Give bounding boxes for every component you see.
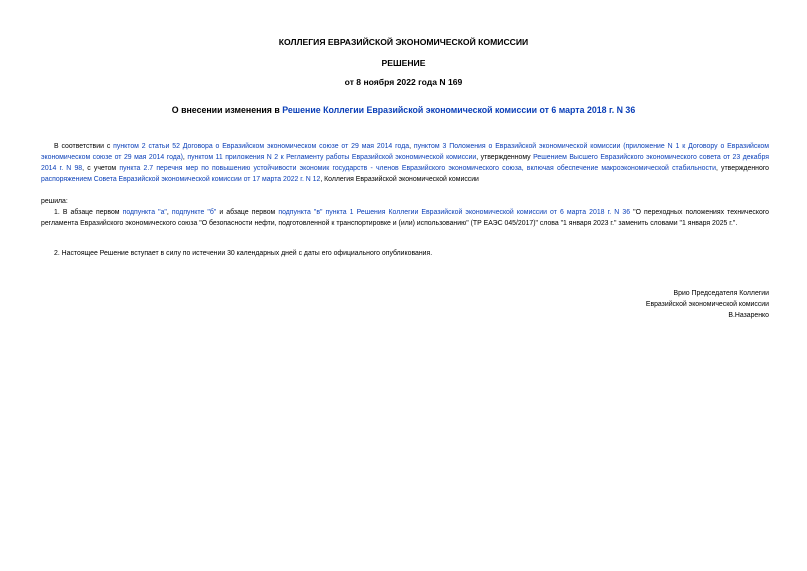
item1-text-4: "О переходных положениях технического регламента Евразийского экономического союза "О безопасности нефти, подготовленной к транспортировке и (или) использованию" (ТР ЕАЭС 045/2017)" слова "1 января 2023 г." заменить словами "1 января 2025 г.". — [41, 209, 769, 227]
subpoint-b-link[interactable]: подпункте "б" — [171, 209, 217, 216]
title-link[interactable]: Решение Коллегии Евразийской экономической комиссии от 6 марта 2018 г. N 36 — [282, 105, 636, 115]
document-type-heading: РЕШЕНИЕ — [381, 58, 426, 68]
resolved-label: решила: — [41, 198, 68, 205]
council-order-link[interactable]: распоряжением Совета Евразийской экономической комиссии от 17 марта 2022 г. N 12 — [41, 176, 321, 183]
preamble-text-1: В соответствии с — [54, 143, 114, 150]
preamble-text-2: , — [409, 143, 414, 150]
preamble-text-5: , с учетом — [82, 165, 120, 172]
commission-regulation-link[interactable]: пунктом 3 Положения о Евразийской экономической комиссии (приложение N 1 к Договору о Евразийском экономическом союзе от 29 мая 2014 года) — [41, 143, 769, 161]
treaty-link[interactable]: пунктом 2 статьи 52 Договора о Евразийском экономическом союзе от 29 мая 2014 года — [113, 143, 410, 150]
signature-name: В.Назаренко — [728, 312, 769, 319]
preamble-text-4: , утвержденному — [476, 154, 534, 161]
preamble-text-3: , — [182, 154, 188, 161]
subpoint-a-link[interactable]: подпункта "а" — [122, 209, 167, 216]
subpoint-v-decision-link[interactable]: подпункта "в" пункта 1 Решения Коллегии Евразийской экономической комиссии от 6 марта 2018 г. N 36 — [278, 209, 631, 216]
item-1-paragraph — [41, 207, 769, 229]
item1-text-2: , — [166, 209, 172, 216]
preamble-text-7: , Коллегия Евразийской экономической комиссии — [320, 176, 479, 183]
item1-text-1: 1. В абзаце первом — [54, 209, 123, 216]
organization-heading: КОЛЛЕГИЯ ЕВРАЗИЙСКОЙ ЭКОНОМИЧЕСКОЙ КОМИССИИ — [278, 37, 529, 47]
measures-list-link[interactable]: пункта 2.7 перечня мер по повышению устойчивости экономик государств - членов Евразийского экономического союза, включая обеспечение макроэкономической стабильности — [119, 165, 716, 172]
signature-position: Врио Председателя Коллегии — [673, 290, 769, 297]
signature-organization: Евразийской экономической комиссии — [645, 301, 769, 308]
title-prefix: О внесении изменения в — [171, 105, 283, 115]
item-2-paragraph: 2. Настоящее Решение вступает в силу по истечении 30 календарных дней с даты его официального опубликования. — [54, 250, 433, 257]
supreme-council-decision-link[interactable]: Решением Высшего Евразийского экономического совета от 23 декабря 2014 г. N 98 — [41, 154, 769, 172]
preamble-text-6: , утвержденного — [715, 165, 770, 172]
document-title — [0, 105, 807, 116]
rules-of-procedure-link[interactable]: пунктом 11 приложения N 2 к Регламенту работы Евразийской экономической комиссии — [187, 154, 477, 161]
document-date-number: от 8 ноября 2022 года N 169 — [344, 77, 463, 87]
item1-text-3: и абзаце первом — [216, 209, 279, 216]
preamble-paragraph — [41, 141, 769, 185]
